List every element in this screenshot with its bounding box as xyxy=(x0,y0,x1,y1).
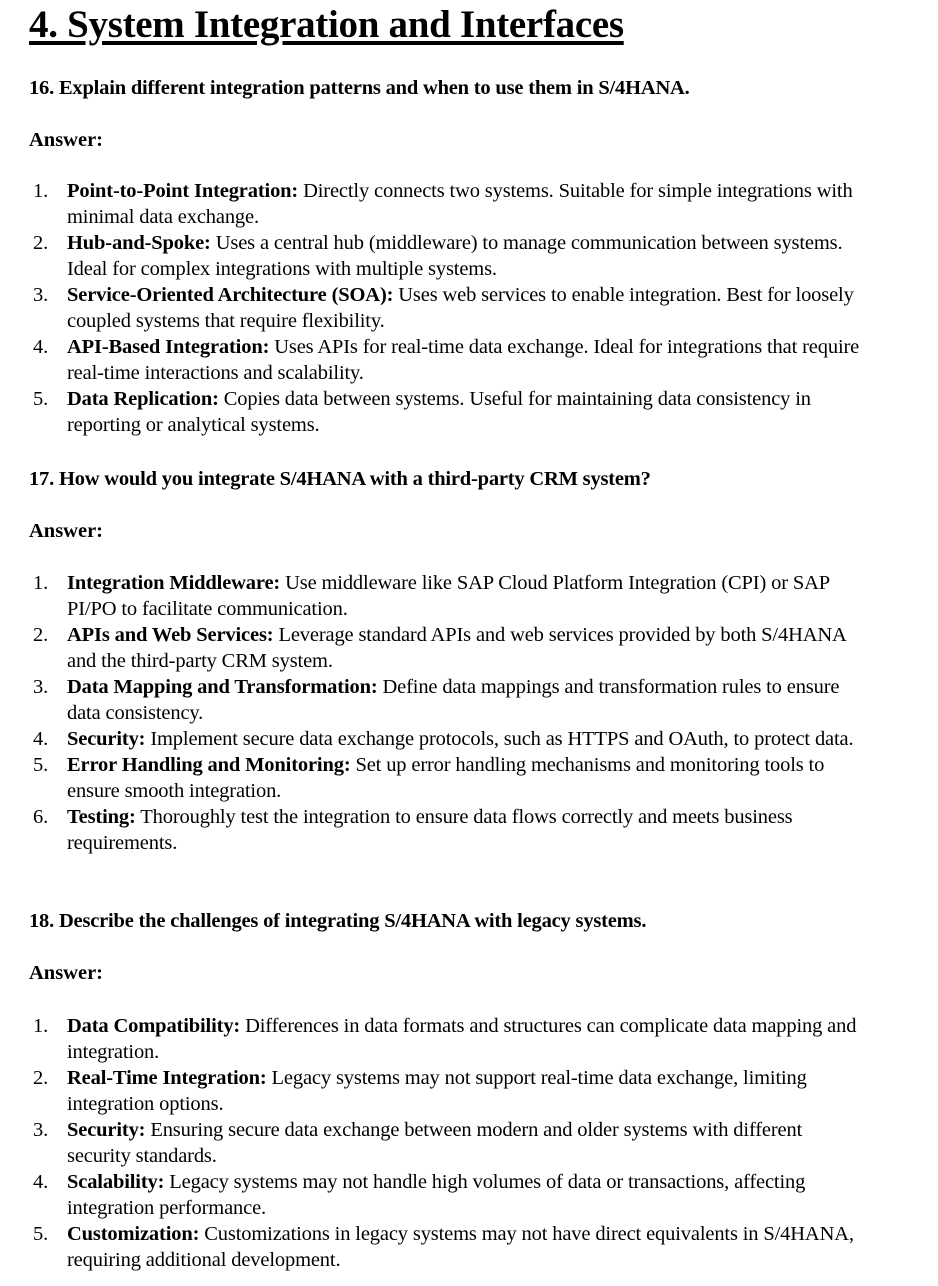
list-item-number: 5. xyxy=(33,1223,49,1245)
list-item xyxy=(0,622,862,674)
list-item xyxy=(0,1221,862,1273)
list-item-text: Legacy systems may not handle high volumes of data or transactions, affecting integration performance. xyxy=(67,1171,806,1219)
list-item xyxy=(0,1169,862,1221)
list-item-term: Data Compatibility: xyxy=(67,1015,241,1037)
list-item xyxy=(0,178,862,230)
list-item-text: Define data mappings and transformation rules to ensure data consistency. xyxy=(67,676,840,724)
answer-label-16: Answer: xyxy=(29,129,104,151)
list-item-term: Data Replication: xyxy=(67,388,219,410)
list-item xyxy=(0,1013,862,1065)
list-item-number: 4. xyxy=(33,728,49,750)
list-item-term: Customization: xyxy=(67,1223,200,1245)
list-item-number: 1. xyxy=(33,572,49,594)
list-item-number: 3. xyxy=(33,676,49,698)
list-item-number: 2. xyxy=(33,232,49,254)
list-item xyxy=(0,282,862,334)
list-item-number: 5. xyxy=(33,388,49,410)
list-item-text: Uses web services to enable integration. Best for loosely coupled systems that require flexibility. xyxy=(67,284,854,332)
question-17: 17. How would you integrate S/4HANA with a third-party CRM system? xyxy=(29,468,651,490)
list-item-term: API-Based Integration: xyxy=(67,336,270,358)
list-item-term: Testing: xyxy=(67,806,136,828)
answer-list-18 xyxy=(0,1013,862,1273)
list-item xyxy=(0,726,862,752)
list-item xyxy=(0,334,862,386)
list-item-term: Error Handling and Monitoring: xyxy=(67,754,351,776)
list-item-term: Hub-and-Spoke: xyxy=(67,232,211,254)
page-title: 4. System Integration and Interfaces xyxy=(29,3,624,46)
answer-label-17: Answer: xyxy=(29,520,104,542)
list-item-text: Legacy systems may not support real-time data exchange, limiting integration options. xyxy=(67,1067,807,1115)
list-item xyxy=(0,570,862,622)
list-item-term: Real-Time Integration: xyxy=(67,1067,267,1089)
list-item-term: Security: xyxy=(67,728,146,750)
list-item-number: 3. xyxy=(33,1119,49,1141)
list-item-term: Service-Oriented Architecture (SOA): xyxy=(67,284,394,306)
list-item-number: 1. xyxy=(33,180,49,202)
answer-list-16 xyxy=(0,178,862,438)
list-item xyxy=(0,1065,862,1117)
list-item-text: Uses a central hub (middleware) to manage communication between systems. Ideal for complex integrations with multiple systems. xyxy=(67,232,843,280)
list-item-term: Scalability: xyxy=(67,1171,165,1193)
list-item-number: 1. xyxy=(33,1015,49,1037)
list-item-number: 4. xyxy=(33,1171,49,1193)
list-item xyxy=(0,752,862,804)
list-item-text: Customizations in legacy systems may not have direct equivalents in S/4HANA, requiring additional development. xyxy=(67,1223,854,1271)
question-18: 18. Describe the challenges of integrating S/4HANA with legacy systems. xyxy=(29,910,647,932)
list-item xyxy=(0,230,862,282)
list-item-text: Directly connects two systems. Suitable for simple integrations with minimal data exchange. xyxy=(67,180,853,228)
list-item-text: Thoroughly test the integration to ensure data flows correctly and meets business requirements. xyxy=(67,806,793,854)
list-item-number: 4. xyxy=(33,336,49,358)
answer-label-18: Answer: xyxy=(29,962,104,984)
list-item-text: Leverage standard APIs and web services provided by both S/4HANA and the third-party CRM system. xyxy=(67,624,846,672)
list-item-text: Use middleware like SAP Cloud Platform Integration (CPI) or SAP PI/PO to facilitate communication. xyxy=(67,572,830,620)
list-item xyxy=(0,386,862,438)
list-item-text: Ensuring secure data exchange between modern and older systems with different security standards. xyxy=(67,1119,803,1167)
list-item-term: Integration Middleware: xyxy=(67,572,281,594)
list-item-term: Security: xyxy=(67,1119,146,1141)
list-item-text: Uses APIs for real-time data exchange. Ideal for integrations that require real-time interactions and scalability. xyxy=(67,336,860,384)
list-item-number: 2. xyxy=(33,1067,49,1089)
list-item-text: Set up error handling mechanisms and monitoring tools to ensure smooth integration. xyxy=(67,754,825,802)
list-item-number: 5. xyxy=(33,754,49,776)
list-item-number: 3. xyxy=(33,284,49,306)
answer-list-17 xyxy=(0,570,862,856)
list-item-number: 2. xyxy=(33,624,49,646)
list-item-number: 6. xyxy=(33,806,49,828)
list-item-text: Implement secure data exchange protocols, such as HTTPS and OAuth, to protect data. xyxy=(145,728,854,750)
list-item xyxy=(0,674,862,726)
list-item xyxy=(0,1117,862,1169)
list-item-text: Differences in data formats and structures can complicate data mapping and integration. xyxy=(67,1015,857,1063)
list-item-term: APIs and Web Services: xyxy=(67,624,274,646)
list-item-term: Data Mapping and Transformation: xyxy=(67,676,378,698)
list-item-term: Point-to-Point Integration: xyxy=(67,180,299,202)
question-16: 16. Explain different integration patterns and when to use them in S/4HANA. xyxy=(29,77,690,99)
list-item-text: Copies data between systems. Useful for maintaining data consistency in reporting or analytical systems. xyxy=(67,388,811,436)
list-item xyxy=(0,804,862,856)
